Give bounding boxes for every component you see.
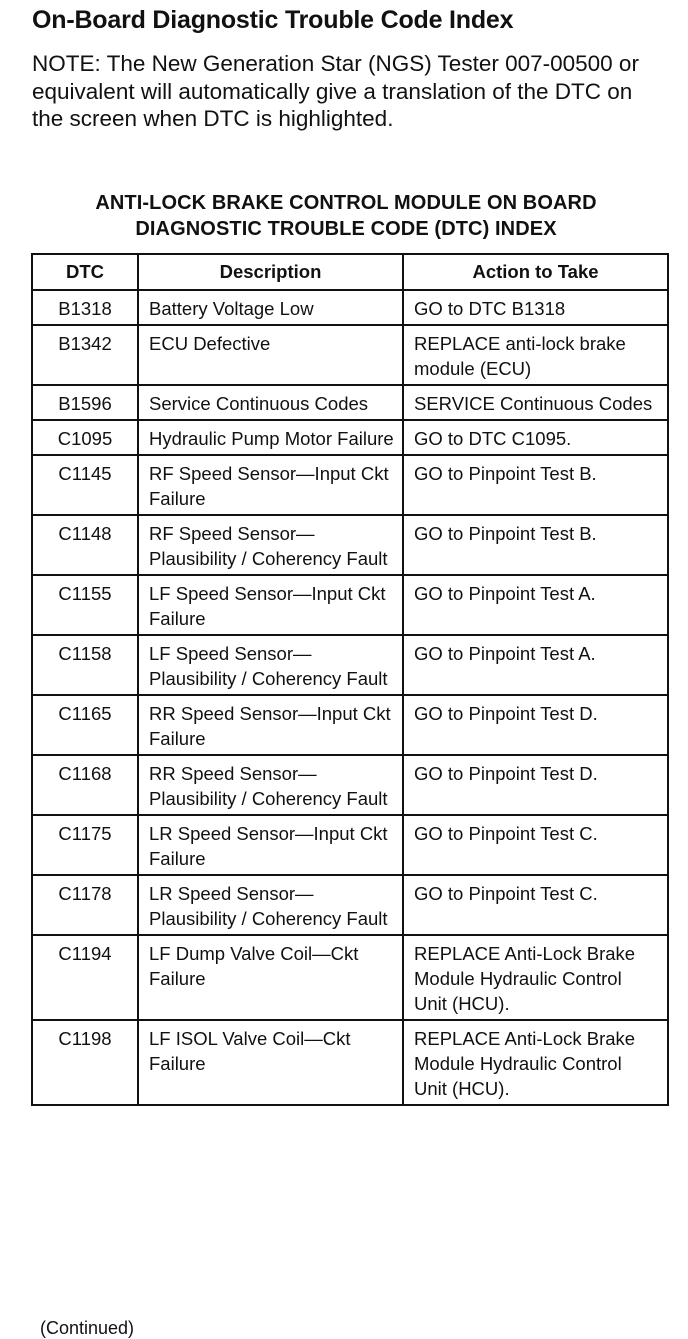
- table-row: [32, 455, 668, 515]
- dtc-code: C1148: [32, 515, 138, 575]
- dtc-action: GO to Pinpoint Test B.: [403, 515, 668, 575]
- dtc-action: REPLACE Anti-Lock Brake Module Hydraulic Control Unit (HCU).: [403, 1020, 668, 1105]
- dtc-code: C1168: [32, 755, 138, 815]
- dtc-action: GO to DTC B1318: [403, 290, 668, 325]
- note-text: NOTE: The New Generation Star (NGS) Tester 007-00500 or equivalent will automatically give a translation of the DTC on the screen when DTC is highlighted.: [32, 51, 639, 131]
- header-action: Action to Take: [403, 254, 668, 290]
- table-row: [32, 385, 668, 420]
- dtc-code: B1342: [32, 325, 138, 385]
- page-heading: On-Board Diagnostic Trouble Code Index: [32, 6, 514, 34]
- table-row: [32, 815, 668, 875]
- dtc-code: C1155: [32, 575, 138, 635]
- dtc-code: C1145: [32, 455, 138, 515]
- table-title-line1: ANTI-LOCK BRAKE CONTROL MODULE ON BOARD: [95, 192, 597, 214]
- dtc-description: Hydraulic Pump Motor Failure: [138, 420, 403, 455]
- dtc-action: GO to Pinpoint Test D.: [403, 695, 668, 755]
- dtc-code: C1165: [32, 695, 138, 755]
- table-row: [32, 935, 668, 1020]
- header-description: Description: [138, 254, 403, 290]
- dtc-description: LF ISOL Valve Coil—Ckt Failure: [138, 1020, 403, 1105]
- dtc-action: GO to Pinpoint Test C.: [403, 875, 668, 935]
- dtc-action: GO to Pinpoint Test A.: [403, 575, 668, 635]
- dtc-description: LR Speed Sensor—Input Ckt Failure: [138, 815, 403, 875]
- dtc-code: B1318: [32, 290, 138, 325]
- table-title: [20, 190, 672, 242]
- dtc-description: LF Dump Valve Coil—Ckt Failure: [138, 935, 403, 1020]
- dtc-description: RF Speed Sensor—Input Ckt Failure: [138, 455, 403, 515]
- dtc-description: Battery Voltage Low: [138, 290, 403, 325]
- table-row: [32, 575, 668, 635]
- dtc-description: RR Speed Sensor—Input Ckt Failure: [138, 695, 403, 755]
- table-row: [32, 420, 668, 455]
- dtc-action: GO to Pinpoint Test A.: [403, 635, 668, 695]
- table-row: [32, 1020, 668, 1105]
- table-row: [32, 290, 668, 325]
- dtc-description: LR Speed Sensor—Plausibility / Coherency Fault: [138, 875, 403, 935]
- table-row: [32, 325, 668, 385]
- table-row: [32, 755, 668, 815]
- dtc-code: C1175: [32, 815, 138, 875]
- dtc-description: ECU Defective: [138, 325, 403, 385]
- dtc-action: SERVICE Continuous Codes: [403, 385, 668, 420]
- dtc-code: C1095: [32, 420, 138, 455]
- dtc-action: GO to Pinpoint Test C.: [403, 815, 668, 875]
- dtc-code: B1596: [32, 385, 138, 420]
- dtc-code: C1198: [32, 1020, 138, 1105]
- continued-label: (Continued): [40, 1318, 135, 1338]
- dtc-description: RR Speed Sensor—Plausibility / Coherency Fault: [138, 755, 403, 815]
- dtc-description: LF Speed Sensor—Plausibility / Coherency Fault: [138, 635, 403, 695]
- dtc-description: Service Continuous Codes: [138, 385, 403, 420]
- dtc-action: REPLACE anti-lock brake module (ECU): [403, 325, 668, 385]
- dtc-action: GO to Pinpoint Test D.: [403, 755, 668, 815]
- dtc-description: RF Speed Sensor—Plausibility / Coherency Fault: [138, 515, 403, 575]
- table-row: [32, 515, 668, 575]
- dtc-action: GO to Pinpoint Test B.: [403, 455, 668, 515]
- dtc-code: C1194: [32, 935, 138, 1020]
- table-row: [32, 875, 668, 935]
- dtc-code: C1178: [32, 875, 138, 935]
- dtc-action: REPLACE Anti-Lock Brake Module Hydraulic Control Unit (HCU).: [403, 935, 668, 1020]
- header-dtc: DTC: [32, 254, 138, 290]
- table-title-line2: DIAGNOSTIC TROUBLE CODE (DTC) INDEX: [135, 218, 557, 240]
- dtc-table: [31, 253, 669, 1106]
- table-header-row: [32, 254, 668, 290]
- table-row: [32, 695, 668, 755]
- table-row: [32, 635, 668, 695]
- dtc-action: GO to DTC C1095.: [403, 420, 668, 455]
- dtc-description: LF Speed Sensor—Input Ckt Failure: [138, 575, 403, 635]
- dtc-code: C1158: [32, 635, 138, 695]
